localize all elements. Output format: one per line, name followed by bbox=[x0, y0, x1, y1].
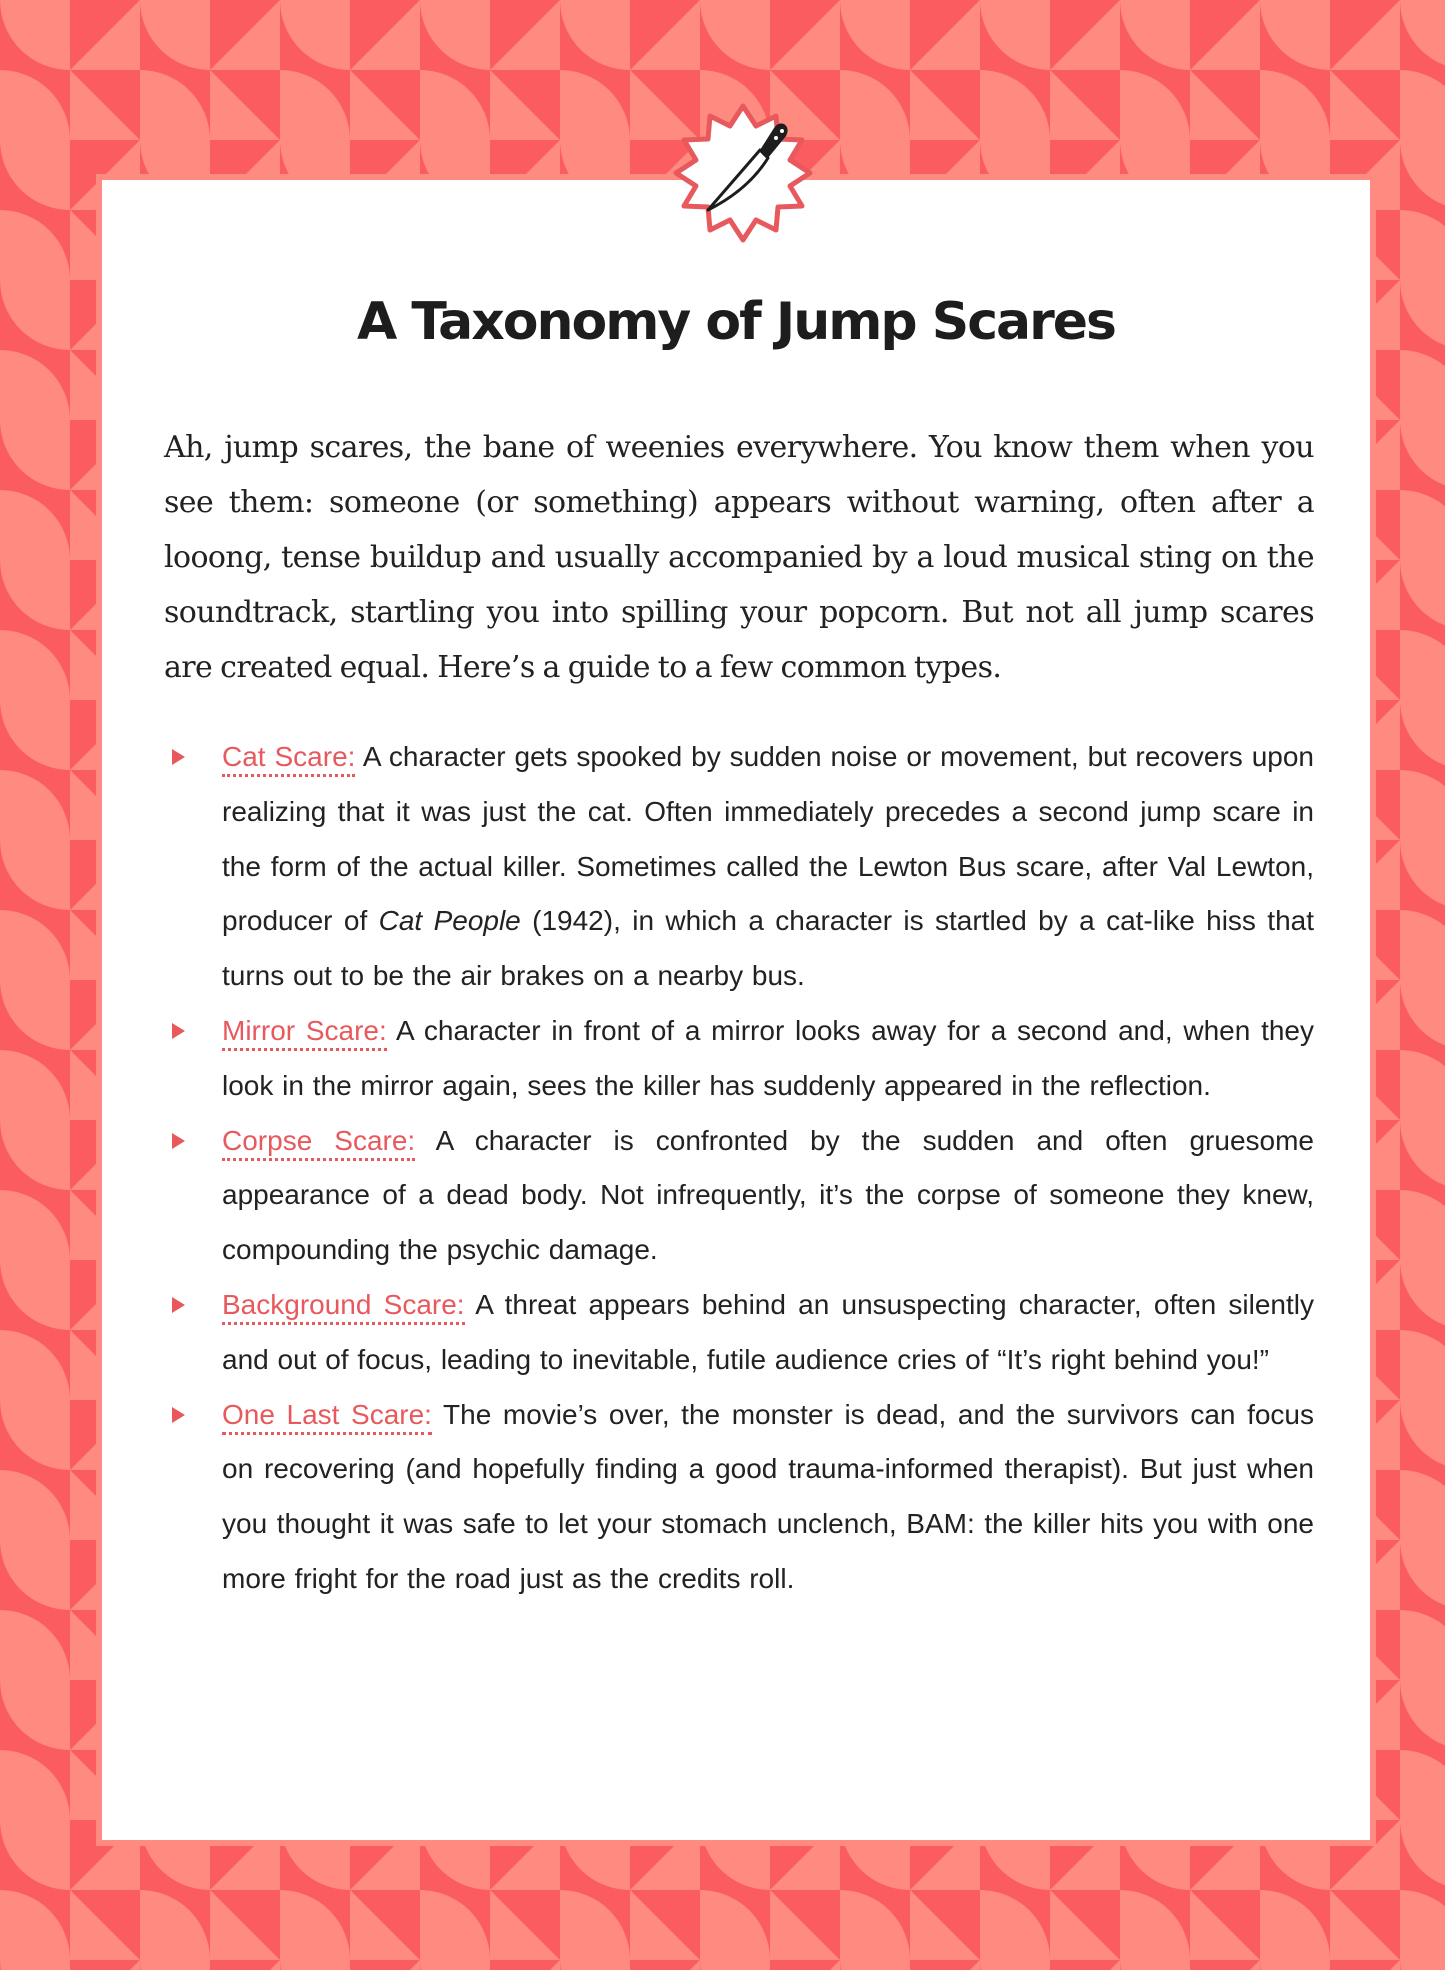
list-item-term: Corpse Scare: bbox=[222, 1125, 415, 1161]
scare-type-list bbox=[164, 730, 1314, 1607]
list-item-term: Background Scare: bbox=[222, 1289, 465, 1325]
list-item-text: The movie’s over, the monster is dead, and the survivors can focus on recovering (and hopefully finding a good trauma-informed therapist). But just when you thought it was safe to let your stomach unclench, BAM: the killer hits you with one more fright for the road just as the credits roll. bbox=[222, 1398, 1314, 1594]
list-item-text: A character is confronted by the sudden and often gruesome appearance of a dead body. Not infrequently, it’s the corpse of someone they knew, compounding the psychic damage. bbox=[222, 1124, 1314, 1266]
list-item-text: A character in front of a mirror looks away for a second and, when they look in the mirror again, sees the killer has suddenly appeared in the reflection. bbox=[222, 1014, 1314, 1101]
list-item-text: A character gets spooked by sudden noise or movement, but recovers upon realizing that it was just the cat. Often immediately precedes a second jump scare in the form of the actual killer. Sometimes called the Lewton Bus scare, after Val Lewton, producer of bbox=[222, 741, 1315, 937]
film-title: Cat People bbox=[378, 905, 521, 937]
page-title: A Taxonomy of Jump Scares bbox=[357, 292, 1115, 352]
list-item bbox=[164, 1388, 1314, 1607]
list-item-text: A threat appears behind an unsuspecting character, often silently and out of focus, leading to inevitable, futile audience cries of “It’s right behind you!” bbox=[222, 1288, 1315, 1375]
list-item-term: One Last Scare: bbox=[222, 1399, 432, 1435]
list-item bbox=[164, 730, 1314, 1004]
triangle-bullet-icon bbox=[172, 1023, 185, 1039]
list-item bbox=[164, 1004, 1314, 1114]
intro-paragraph: Ah, jump scares, the bane of weenies everywhere. You know them when you see them: someone (or something) appears without warning, often after a looong, tense buildup and usually accompanied by a loud musical sting on the soundtrack, startling you into spilling your popcorn. But not all jump scares are created equal. Here’s a guide to a few common types. bbox=[164, 430, 1314, 685]
triangle-bullet-icon bbox=[172, 1297, 185, 1313]
list-item-term: Mirror Scare: bbox=[222, 1015, 387, 1051]
knife-badge bbox=[668, 98, 818, 248]
triangle-bullet-icon bbox=[172, 1133, 185, 1149]
list-item bbox=[164, 1278, 1314, 1388]
list-item bbox=[164, 1114, 1314, 1278]
content-card bbox=[102, 180, 1370, 1840]
list-item-text: (1942), in which a character is startled by a cat-like hiss that turns out to be the air brakes on a nearby bus. bbox=[222, 905, 1315, 992]
triangle-bullet-icon bbox=[172, 749, 185, 765]
triangle-bullet-icon bbox=[172, 1407, 185, 1423]
list-item-term: Cat Scare: bbox=[222, 741, 355, 777]
